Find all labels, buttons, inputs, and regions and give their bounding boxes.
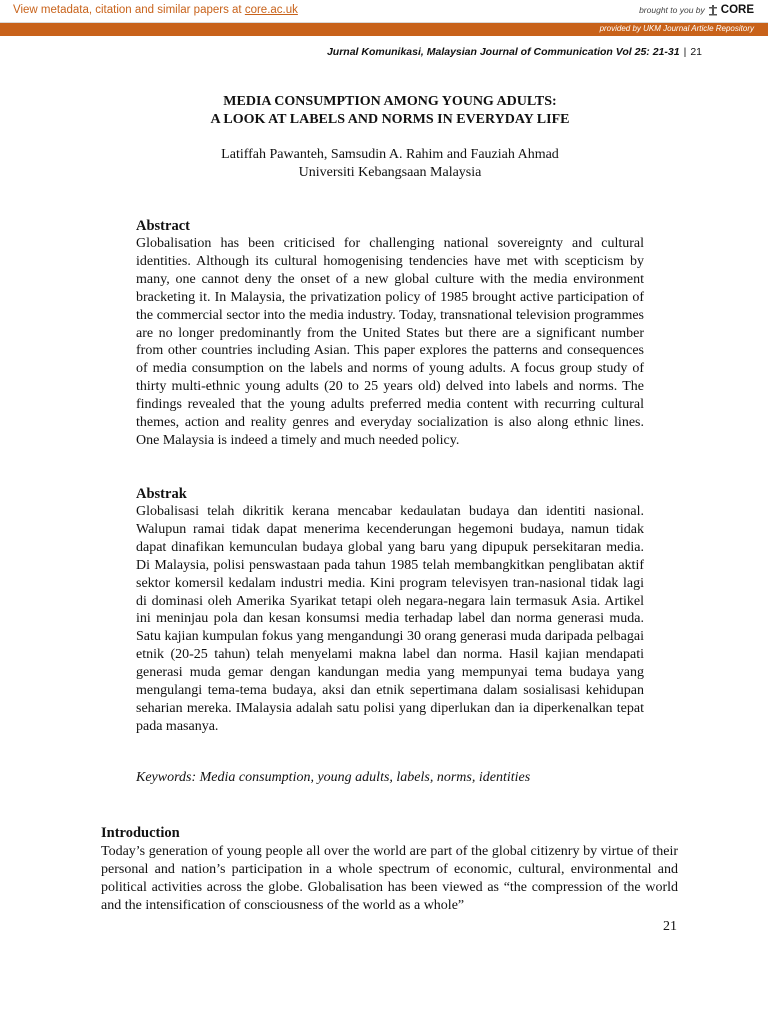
brought-to-you[interactable] bbox=[639, 4, 754, 16]
author-names: Latiffah Pawanteh, Samsudin A. Rahim and Fauziah Ahmad bbox=[221, 147, 559, 162]
author-block bbox=[0, 146, 768, 182]
provided-by-text[interactable]: provided by UKM Journal Article Repository bbox=[599, 24, 754, 33]
core-logo-icon bbox=[708, 4, 718, 16]
running-head-page: 21 bbox=[690, 46, 702, 58]
abstract-heading: Abstract bbox=[136, 218, 190, 234]
abstract-text: Globalisation has been criticised for challenging national sovereignty and cultural identities. Although its cultural homogenising tendencies have met with scepticism by many, one cannot deny the onset of a new global culture with the media environment bracketing it. In Malaysia, the privatization policy of 1985 brought active participation of the commercial sector into the media industry. Today, transnational television programmes are no longer predominantly from the United States but there are a significant number from other countries including Asian. This paper explores the patterns and consequences of media consumption on the labels and norms of young adults. A focus group study of thirty multi-ethnic young adults (20 to 25 years old) delved into labels and norms. The findings revealed that the young adults preferred media content with recurring cultural themes, action and reality genres and everyday socialization is also along ethnic lines. One Malaysia is indeed a timely and much needed policy. bbox=[136, 236, 644, 448]
abstrak-heading: Abstrak bbox=[136, 486, 187, 502]
title-line-2: A LOOK AT LABELS AND NORMS IN EVERYDAY LIFE bbox=[210, 112, 570, 127]
core-banner bbox=[0, 0, 768, 23]
running-head bbox=[327, 46, 702, 58]
provided-bar bbox=[0, 23, 768, 36]
journal-citation: Jurnal Komunikasi, Malaysian Journal of Communication Vol 25: 21-31 bbox=[326, 46, 680, 58]
paper-title bbox=[0, 93, 768, 129]
author-affiliation: Universiti Kebangsaan Malaysia bbox=[298, 165, 482, 180]
page-number: 21 bbox=[663, 919, 677, 934]
core-link-domain[interactable]: core.ac.uk bbox=[244, 4, 298, 16]
core-metadata-link[interactable] bbox=[13, 4, 298, 16]
core-wordmark: CORE bbox=[720, 4, 754, 16]
introduction-text: Today’s generation of young people all over the world are part of the global citizenry by virtue of their personal and nation’s participation in a whole spectrum of economic, cultural, environmental and political activities across the globe. Globalisation has been viewed as “the compression of the world and the intensification of consciousness of the world as a whole” bbox=[101, 844, 678, 913]
brought-text: brought to you by bbox=[639, 5, 705, 15]
abstrak-text: Globalisasi telah dikritik kerana mencabar kedaulatan budaya dan identiti nasional. Walupun ramai tidak dapat menerima kecenderungan hegemoni budaya, namun tidak dapat dinafikan kemunculan budaya global yang baru yang dipupuk persekitaran media. Di Malaysia, polisi penswastaan pada tahun 1985 telah membangkitkan penglibatan aktif sektor komersil kedalam industri media. Kini program televisyen tran-nasional tidak lagi di dominasi oleh Amerika Syarikat tetapi oleh negara-negara lain termasuk Asia. Artikel ini meninjau pola dan kesan konsumsi media terhadap label dan norma generasi muda. Satu kajian kumpulan fokus yang mengandungi 30 orang generasi muda daripada pelbagai etnik (20-25 tahun) telah menyelami makna label dan norma. Hasil kajian mendapati generasi muda gemar dengan kandungan media yang mempunyai tema budaya yang mengulangi tema-tema budaya, aksi dan etnik sepertimana dalam sosialisasi kehidupan seharian mereka. IMalaysia adalah satu polisi yang diperlukan dan ia diperkenalkan tepat pada masanya. bbox=[136, 504, 644, 734]
title-line-1: MEDIA CONSUMPTION AMONG YOUNG ADULTS: bbox=[223, 94, 557, 109]
core-link-text: View metadata, citation and similar papers at bbox=[13, 4, 245, 16]
introduction-heading: Introduction bbox=[101, 825, 180, 841]
running-head-separator: | bbox=[683, 46, 687, 58]
keywords: Keywords: Media consumption, young adults, labels, norms, identities bbox=[136, 770, 531, 785]
